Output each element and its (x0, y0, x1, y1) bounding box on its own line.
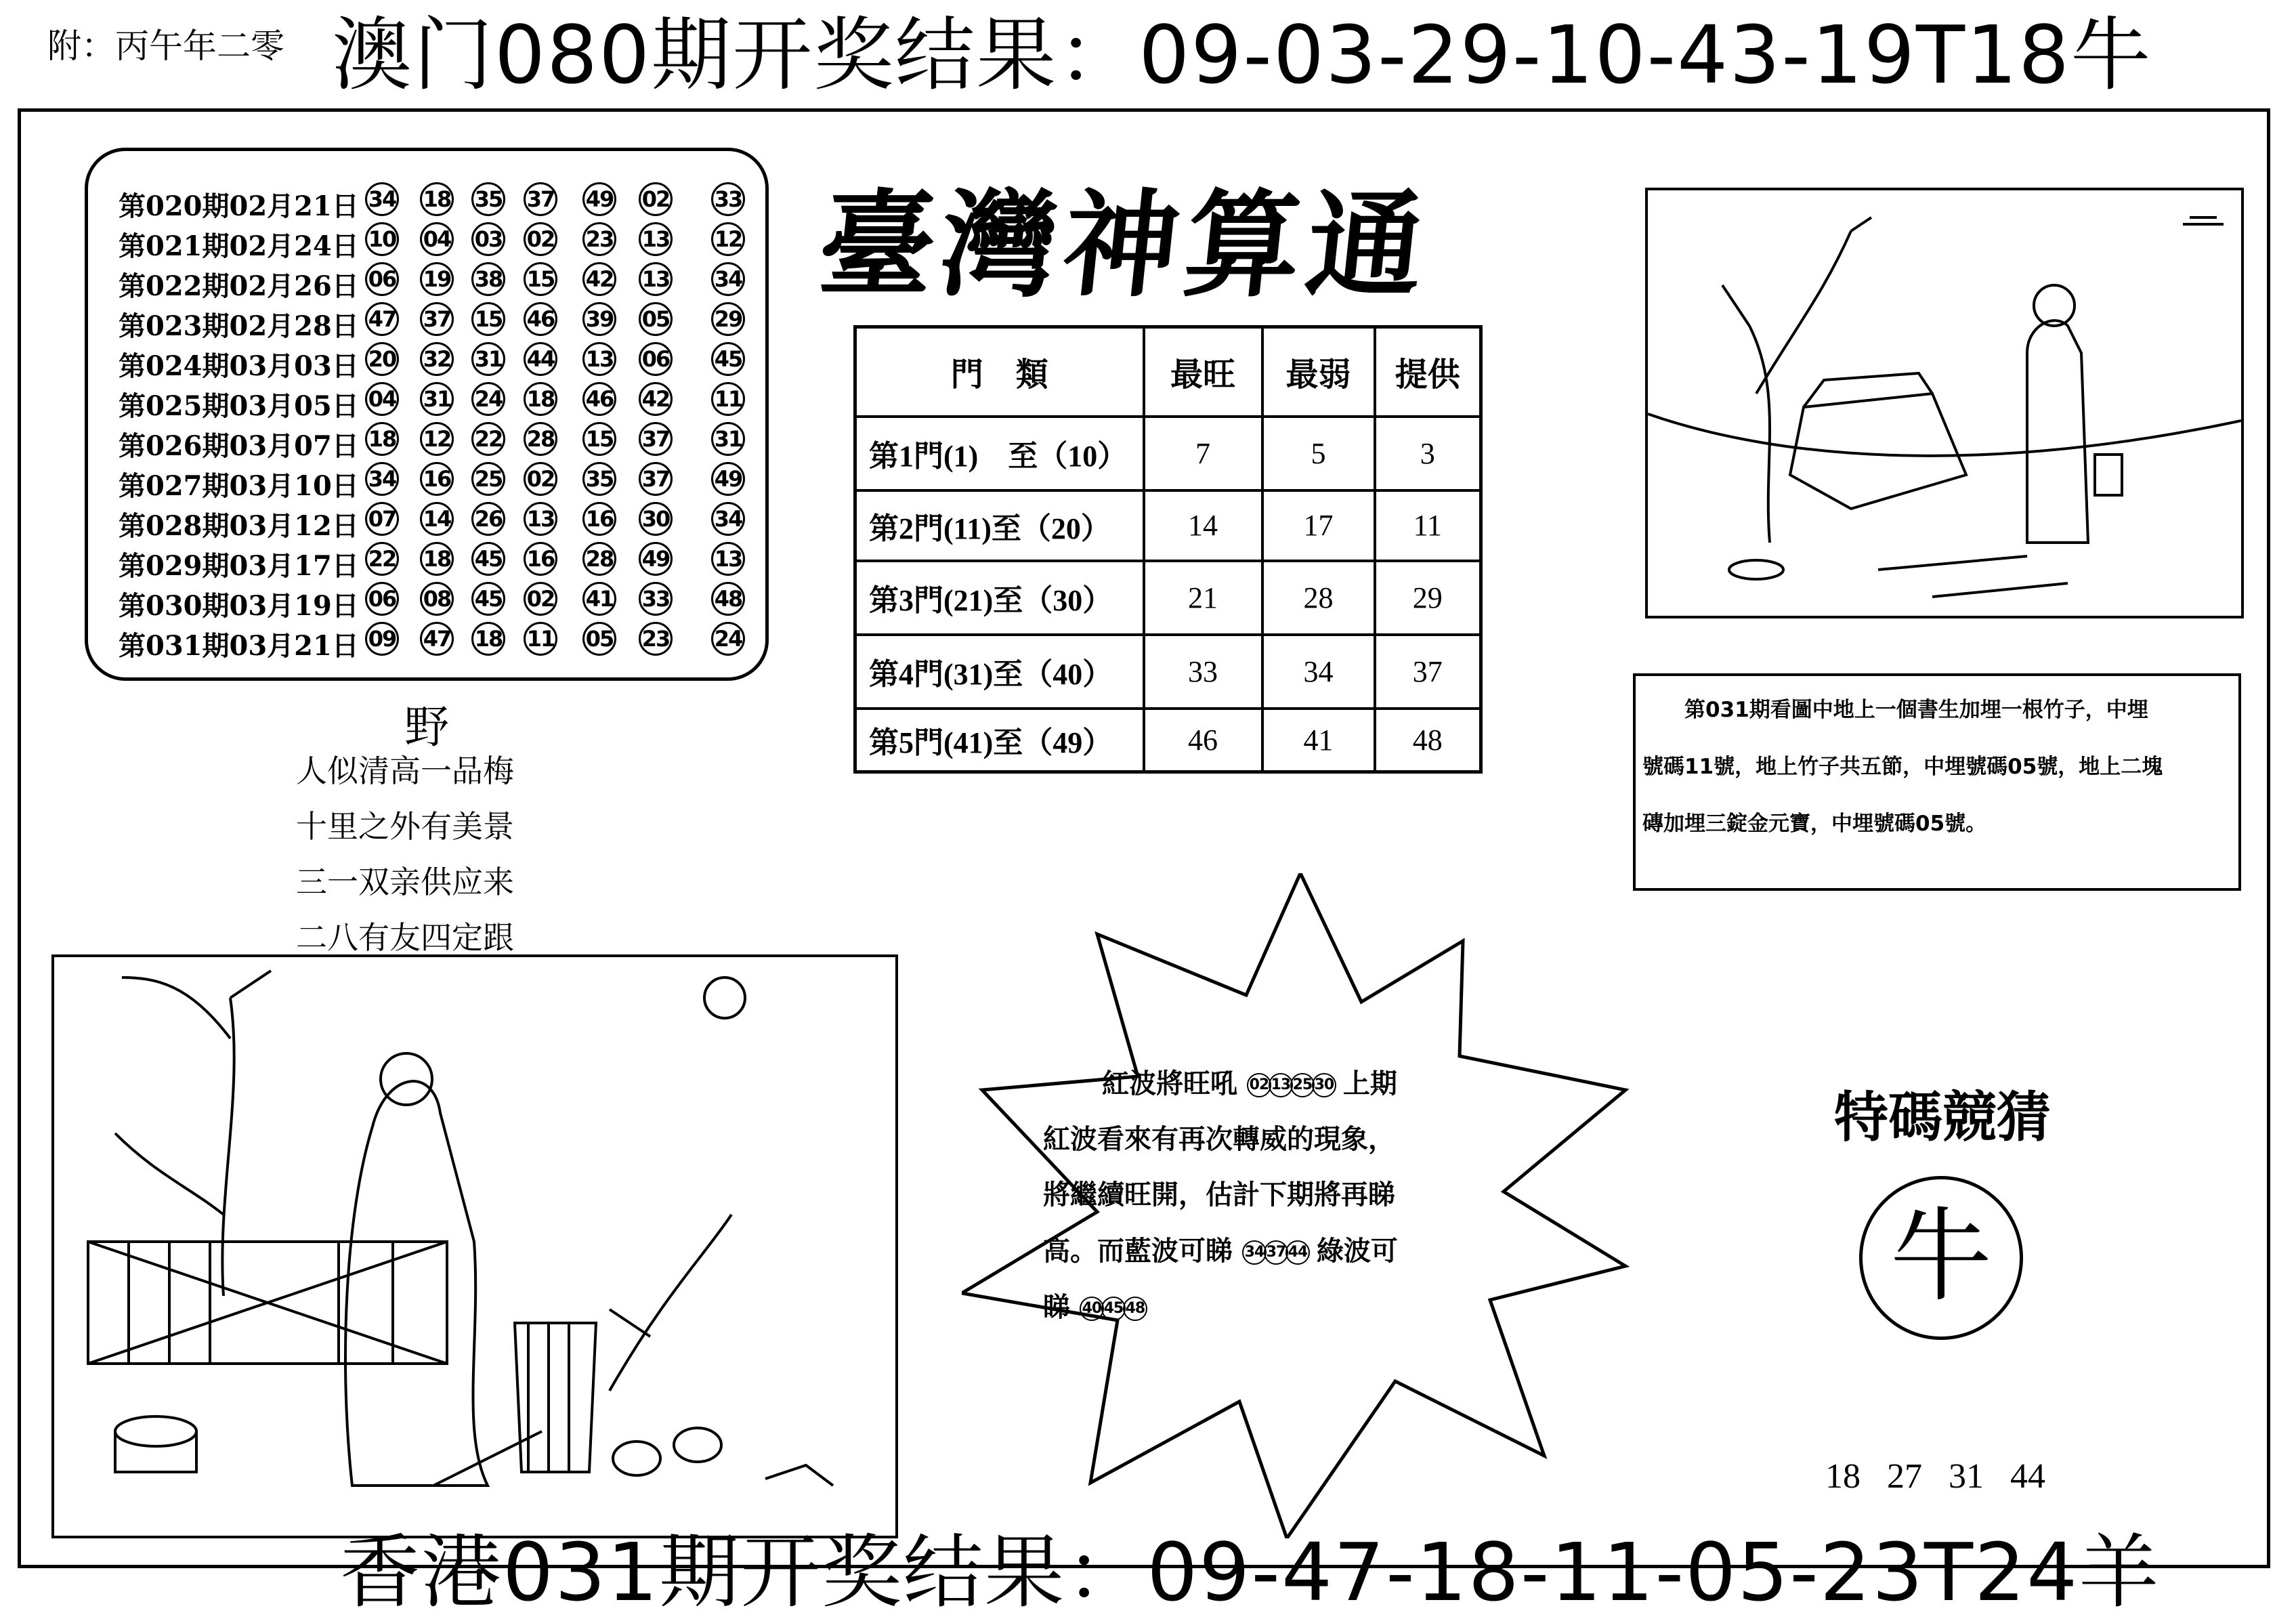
draw-label: 第030期03月19日 (119, 590, 359, 622)
weakest: 34 (1262, 635, 1375, 709)
star-text: 上期 (1342, 1068, 1397, 1099)
star-text: 綠波可 (1316, 1236, 1398, 1267)
star-text: 睇 (1043, 1292, 1070, 1323)
history-row (119, 221, 769, 261)
number-ball: 35 (471, 182, 505, 216)
number-ball: 08 (420, 582, 454, 616)
number-ball: 45 (471, 582, 505, 616)
number-ball: 42 (639, 382, 673, 416)
number-ball: 14 (420, 502, 454, 536)
poster-title: 臺灣神算通 (812, 177, 1437, 313)
provided: 11 (1375, 490, 1481, 561)
star-blue-balls (1242, 1236, 1307, 1267)
draw-label: 第022期02月26日 (119, 270, 359, 302)
provided: 3 (1375, 417, 1481, 490)
number-ball: 45 (711, 342, 745, 376)
number-ball: 23 (639, 622, 673, 656)
number-ball: 37 (420, 302, 454, 336)
number-ball: 28 (524, 422, 557, 456)
star-number-ball: 37 (1264, 1240, 1288, 1265)
draw-label: 第031期03月21日 (119, 630, 359, 662)
weakest: 17 (1262, 490, 1375, 561)
number-ball: 11 (711, 382, 745, 416)
history-row (119, 261, 769, 301)
door-row (855, 561, 1481, 635)
star-number-ball: 13 (1269, 1073, 1293, 1097)
number-ball: 16 (420, 462, 454, 496)
star-number-ball: 02 (1247, 1073, 1271, 1097)
number-ball: 18 (365, 422, 399, 456)
number-ball: 24 (711, 622, 745, 656)
number-ball: 26 (471, 502, 505, 536)
number-ball: 37 (639, 422, 673, 456)
number-ball: 13 (639, 262, 673, 296)
history-row (119, 181, 769, 221)
number-ball: 02 (639, 182, 673, 216)
door-range: 第1門(1) 至（10） (855, 417, 1144, 490)
macau-result-header: 澳门080期开奖结果：09-03-29-10-43-19T18牛 (332, 8, 2152, 102)
number-ball: 06 (365, 262, 399, 296)
clue-line: 號碼11號，地上竹子共五節，中埋號碼05號，地上二塊 (1642, 755, 2163, 779)
star-line-2: 紅波看來有再次轉威的現象， (1043, 1124, 1395, 1155)
number-ball: 13 (582, 342, 616, 376)
number-ball: 28 (582, 542, 616, 576)
number-ball: 47 (365, 302, 399, 336)
number-ball: 13 (524, 502, 557, 536)
number-ball: 07 (365, 502, 399, 536)
history-box (85, 148, 769, 681)
hottest: 21 (1144, 561, 1262, 635)
number-ball: 03 (471, 222, 505, 256)
header-category: 門 類 (855, 327, 1144, 417)
door-row (855, 417, 1481, 490)
draw-label: 第028期03月12日 (119, 510, 359, 542)
number-ball: 31 (420, 382, 454, 416)
draw-label: 第026期03月07日 (119, 430, 359, 462)
hottest: 33 (1144, 635, 1262, 709)
history-row (119, 541, 769, 581)
star-number-ball: 40 (1080, 1297, 1104, 1321)
number-ball: 46 (524, 302, 557, 336)
draw-label: 第025期03月05日 (119, 390, 359, 422)
number-ball: 20 (365, 342, 399, 376)
scholar-illustration (1645, 188, 2244, 618)
star-line-1 (1102, 1062, 1397, 1101)
number-ball: 46 (582, 382, 616, 416)
number-ball: 05 (582, 622, 616, 656)
special-number: 27 (1887, 1457, 1922, 1496)
lady-illustration (51, 954, 898, 1538)
number-ball: 38 (471, 262, 505, 296)
door-row (855, 709, 1481, 772)
number-ball: 15 (524, 262, 557, 296)
number-ball: 16 (582, 502, 616, 536)
number-ball: 04 (365, 382, 399, 416)
hottest: 14 (1144, 490, 1262, 561)
number-ball: 06 (639, 342, 673, 376)
door-range: 第2門(11)至（20） (855, 490, 1144, 561)
number-ball: 48 (711, 582, 745, 616)
number-ball: 12 (420, 422, 454, 456)
hottest: 46 (1144, 709, 1262, 772)
door-range: 第5門(41)至（49） (855, 709, 1144, 772)
number-ball: 41 (582, 582, 616, 616)
number-ball: 23 (582, 222, 616, 256)
draw-label: 第020期02月21日 (119, 190, 359, 222)
number-ball: 18 (471, 622, 505, 656)
history-row (119, 461, 769, 501)
hk-result-footer: 香港031期开奖结果：09-47-18-11-05-23T24羊 (340, 1526, 2161, 1619)
number-ball: 34 (711, 502, 745, 536)
number-ball: 15 (471, 302, 505, 336)
number-ball: 02 (524, 582, 557, 616)
number-ball: 39 (582, 302, 616, 336)
number-ball: 10 (365, 222, 399, 256)
draw-label: 第024期03月03日 (119, 350, 359, 382)
star-line-5 (1043, 1286, 1145, 1324)
door-row (855, 490, 1481, 561)
number-ball: 49 (582, 182, 616, 216)
number-ball: 13 (711, 542, 745, 576)
star-number-ball: 48 (1123, 1297, 1147, 1321)
special-numbers (1825, 1456, 2045, 1496)
star-number-ball: 30 (1312, 1073, 1336, 1097)
poem-title: 野 (404, 701, 449, 753)
number-ball: 02 (524, 462, 557, 496)
draw-label: 第027期03月10日 (119, 470, 359, 502)
number-ball: 25 (471, 462, 505, 496)
provided: 29 (1375, 561, 1481, 635)
draw-label: 第021期02月24日 (119, 230, 359, 262)
clue-text-box (1633, 673, 2241, 891)
door-row (855, 635, 1481, 709)
number-ball: 44 (524, 342, 557, 376)
star-text: 紅波將旺吼 (1102, 1068, 1237, 1099)
number-ball: 31 (471, 342, 505, 376)
number-ball: 18 (420, 182, 454, 216)
header-provided: 提供 (1375, 327, 1481, 417)
number-ball: 47 (420, 622, 454, 656)
star-number-ball: 25 (1290, 1073, 1315, 1097)
star-number-ball: 44 (1285, 1240, 1310, 1265)
number-ball: 15 (582, 422, 616, 456)
draw-label: 第029期03月17日 (119, 550, 359, 582)
number-ball: 06 (365, 582, 399, 616)
star-red-balls (1247, 1068, 1334, 1099)
history-row (119, 341, 769, 381)
star-green-balls (1080, 1292, 1145, 1323)
star-line-3: 將繼續旺開，估計下期將再睇 (1043, 1179, 1395, 1211)
number-ball: 37 (639, 462, 673, 496)
number-ball: 45 (471, 542, 505, 576)
number-ball: 05 (639, 302, 673, 336)
number-ball: 35 (582, 462, 616, 496)
provided: 37 (1375, 635, 1481, 709)
number-ball: 12 (711, 222, 745, 256)
star-line-4 (1043, 1229, 1398, 1268)
number-ball: 37 (524, 182, 557, 216)
number-ball: 02 (524, 222, 557, 256)
door-table (853, 325, 1483, 774)
clue-line: 第031期看圖中地上一個書生加埋一根竹子，中埋 (1642, 698, 2148, 722)
number-ball: 11 (524, 622, 557, 656)
history-row (119, 621, 769, 660)
number-ball: 13 (639, 222, 673, 256)
star-number-ball: 45 (1101, 1297, 1126, 1321)
number-ball: 42 (582, 262, 616, 296)
door-range: 第3門(21)至（30） (855, 561, 1144, 635)
number-ball: 34 (365, 462, 399, 496)
number-ball: 31 (711, 422, 745, 456)
star-number-ball: 34 (1242, 1240, 1267, 1265)
poem-line: 二八有友四定跟 (296, 919, 514, 956)
special-number: 31 (1949, 1457, 1984, 1496)
number-ball: 49 (711, 462, 745, 496)
poem-line: 三一双亲供应来 (296, 864, 514, 900)
door-range: 第4門(31)至（40） (855, 635, 1144, 709)
number-ball: 34 (365, 182, 399, 216)
star-text: 高。而藍波可睇 (1043, 1236, 1233, 1267)
poem-line: 人似清高一品梅 (296, 753, 514, 789)
number-ball: 24 (471, 382, 505, 416)
clue-line: 磚加埋三錠金元寶，中埋號碼05號。 (1642, 812, 1987, 836)
history-row (119, 421, 769, 461)
history-row (119, 581, 769, 621)
special-title: 特碼競猜 (1834, 1086, 2051, 1149)
number-ball: 32 (420, 342, 454, 376)
history-row (119, 501, 769, 541)
number-ball: 18 (524, 382, 557, 416)
top-note: 附：丙午年二零 (47, 26, 284, 66)
number-ball: 22 (365, 542, 399, 576)
number-ball: 33 (639, 582, 673, 616)
number-ball: 30 (639, 502, 673, 536)
number-ball: 09 (365, 622, 399, 656)
number-ball: 04 (420, 222, 454, 256)
weakest: 41 (1262, 709, 1375, 772)
number-ball: 22 (471, 422, 505, 456)
number-ball: 33 (711, 182, 745, 216)
header-hottest: 最旺 (1144, 327, 1262, 417)
zodiac-value: 牛 (1890, 1198, 1992, 1316)
hottest: 7 (1144, 417, 1262, 490)
draw-label: 第023期02月28日 (119, 310, 359, 342)
weakest: 5 (1262, 417, 1375, 490)
number-ball: 19 (420, 262, 454, 296)
special-number: 18 (1825, 1457, 1861, 1496)
history-row (119, 381, 769, 421)
provided: 48 (1375, 709, 1481, 772)
zodiac-circle (1859, 1176, 2023, 1340)
history-row (119, 301, 769, 341)
number-ball: 29 (711, 302, 745, 336)
special-number: 44 (2010, 1457, 2045, 1496)
number-ball: 34 (711, 262, 745, 296)
poem-line: 十里之外有美景 (296, 808, 514, 845)
number-ball: 49 (639, 542, 673, 576)
weakest: 28 (1262, 561, 1375, 635)
header-weakest: 最弱 (1262, 327, 1375, 417)
number-ball: 18 (420, 542, 454, 576)
number-ball: 16 (524, 542, 557, 576)
